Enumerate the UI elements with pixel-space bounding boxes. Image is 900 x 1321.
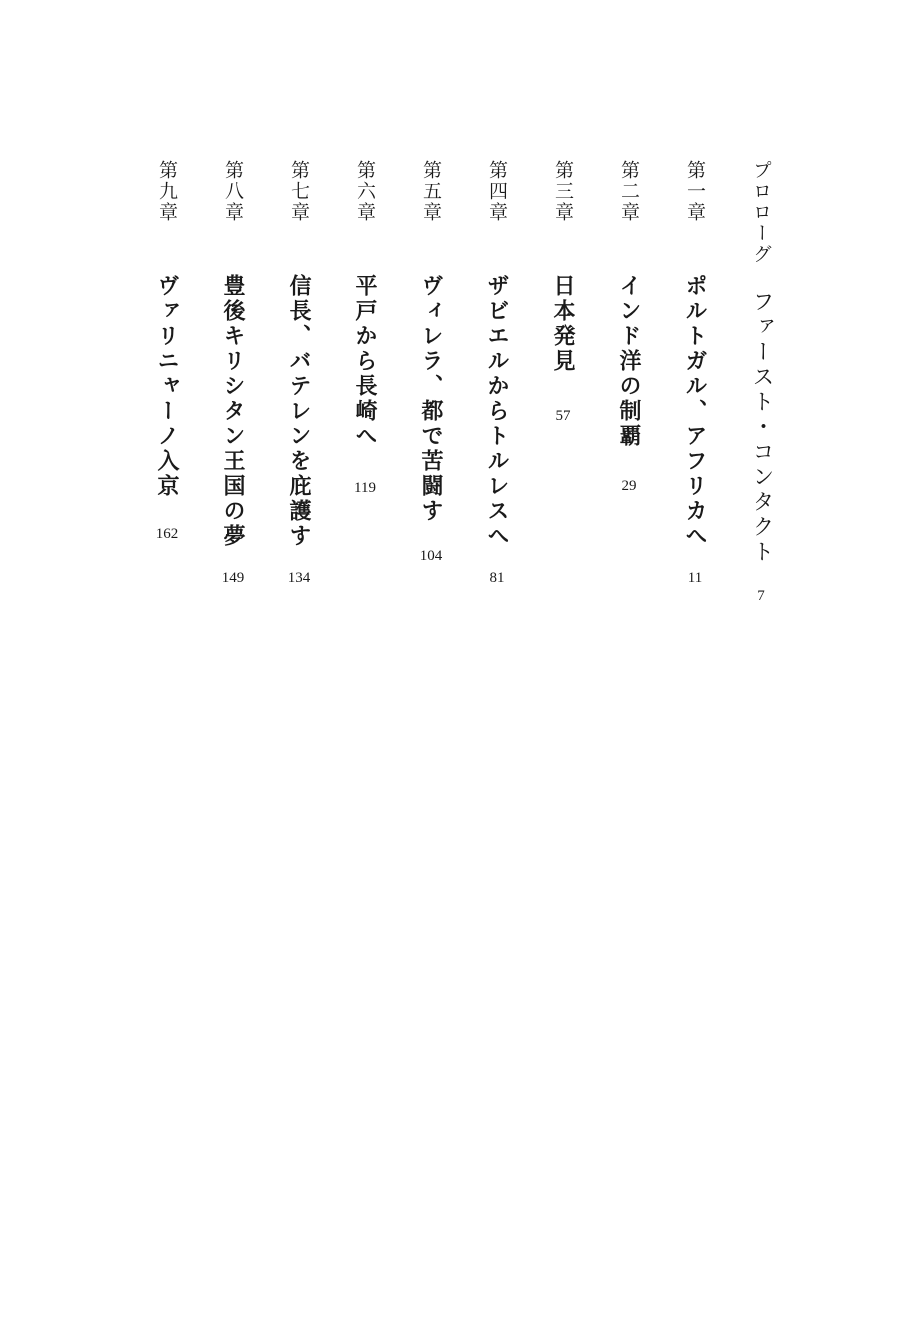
toc-entry-label: 第八章 bbox=[222, 160, 244, 223]
toc-entry-chapter-4 bbox=[478, 160, 516, 620]
toc-entry-page-number: 57 bbox=[555, 408, 571, 424]
toc-entry-label: 第五章 bbox=[420, 160, 442, 223]
toc-entry-chapter-2 bbox=[610, 160, 648, 620]
toc-entry-page-number: 134 bbox=[287, 570, 311, 586]
toc-entry-chapter-3 bbox=[544, 160, 582, 620]
toc-entry-page-number: 162 bbox=[155, 526, 179, 542]
toc-entry-title: ポルトガル、アフリカへ bbox=[682, 274, 708, 549]
toc-entry-label: 第六章 bbox=[354, 160, 376, 223]
toc-entry-label: 第二章 bbox=[618, 160, 640, 223]
toc-entry-page-number: 104 bbox=[419, 548, 443, 564]
toc-entry-label: 第四章 bbox=[486, 160, 508, 223]
toc-entry-chapter-1 bbox=[676, 160, 714, 620]
toc-entry-title: ヴィレラ、都で苦闘す bbox=[418, 274, 444, 524]
toc-list bbox=[148, 160, 780, 620]
toc-entry-label: 第一章 bbox=[684, 160, 706, 223]
toc-entry-title: 豊後キリシタン王国の夢 bbox=[220, 274, 246, 549]
toc-entry-label: 第九章 bbox=[156, 160, 178, 223]
toc-entry-chapter-5 bbox=[412, 160, 450, 620]
toc-entry-chapter-8 bbox=[214, 160, 252, 620]
toc-entry-page-number: 11 bbox=[687, 570, 703, 586]
toc-entry-label: 第三章 bbox=[552, 160, 574, 223]
toc-entry-chapter-7 bbox=[280, 160, 318, 620]
toc-entry-title: ファースト・コンタクト bbox=[749, 290, 774, 565]
toc-entry-page-number: 149 bbox=[221, 570, 245, 586]
toc-entry-label: プロローグ bbox=[750, 160, 772, 265]
toc-entry-page-number: 7 bbox=[757, 588, 765, 604]
toc-entry-title: ザビエルからトルレスへ bbox=[484, 274, 510, 549]
toc-entry-chapter-9 bbox=[148, 160, 186, 620]
toc-entry-prologue bbox=[742, 160, 780, 620]
toc-entry-title: インド洋の制覇 bbox=[616, 274, 642, 449]
toc-entry-label: 第七章 bbox=[288, 160, 310, 223]
toc-entry-title: 日本発見 bbox=[550, 274, 576, 374]
toc-entry-title: 信長、バテレンを庇護す bbox=[286, 274, 312, 549]
toc-entry-page-number: 81 bbox=[489, 570, 505, 586]
toc-entry-page-number: 29 bbox=[621, 478, 637, 494]
toc-entry-title: ヴァリニャーノ入京 bbox=[154, 274, 180, 499]
toc-entry-title: 平戸から長崎へ bbox=[352, 274, 378, 449]
toc-entry-chapter-6 bbox=[346, 160, 384, 620]
toc-entry-page-number: 119 bbox=[354, 480, 376, 496]
